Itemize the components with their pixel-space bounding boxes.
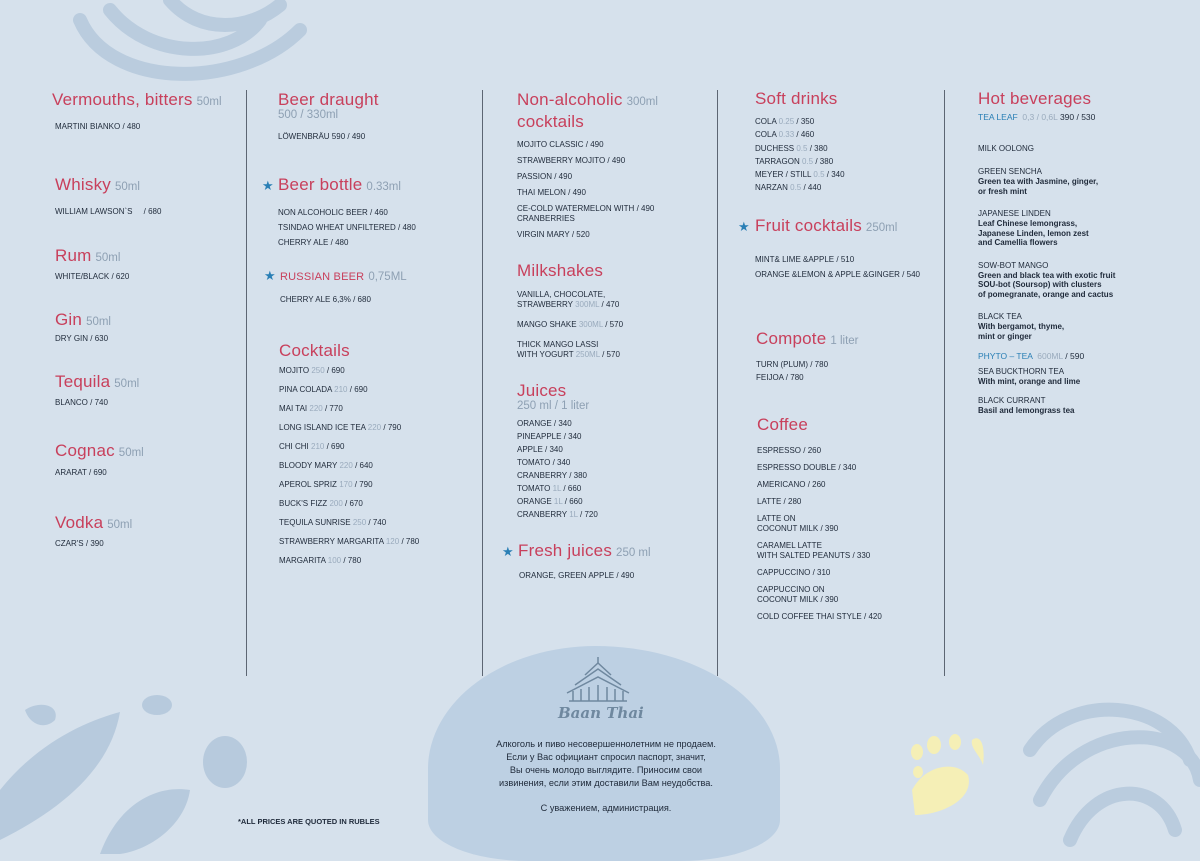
menu-item: DRY GIN / 630	[55, 334, 109, 343]
item-name: CRANBERRY	[517, 510, 567, 519]
item-volume: 300ML	[578, 320, 603, 329]
menu-item	[757, 463, 882, 473]
menu-item	[757, 541, 882, 561]
item-price: / 660	[563, 484, 582, 493]
section-title: Rum	[55, 246, 92, 265]
section-volume: 1 liter	[830, 335, 859, 347]
item-volume: 1L	[569, 510, 578, 519]
menu-item	[517, 432, 598, 442]
menu-item	[757, 514, 882, 534]
menu-item	[755, 183, 845, 193]
tea-name: GREEN SENCHA	[978, 167, 1043, 176]
section-rum	[55, 246, 129, 282]
item-name: CAPPUCCINO	[757, 568, 811, 577]
coffee-list	[757, 446, 882, 622]
tea-description: Leaf Chinese lemongrass,	[978, 219, 1078, 228]
item-name: TOMATO	[517, 484, 551, 493]
section-compote	[756, 329, 859, 383]
section-title: Cognac	[55, 441, 115, 460]
section-title: Coffee	[757, 415, 808, 434]
item-volume: 210	[311, 442, 325, 451]
menu-item	[755, 130, 845, 140]
item-name-line2: WITH YOGURT	[517, 350, 574, 359]
item-name: VIRGIN MARY	[517, 230, 570, 239]
item-name: TEQUILA SUNRISE	[279, 518, 351, 527]
notice-signature: С уважением, администрация.	[540, 803, 672, 813]
section-fresh-juices	[518, 541, 651, 581]
menu-item	[757, 446, 882, 456]
section-vodka	[55, 513, 132, 549]
section-tequila	[55, 372, 139, 408]
cocktail-list	[279, 366, 419, 566]
tea-name: SEA BUCKTHORN TEA	[978, 367, 1065, 376]
star-icon: ★	[262, 178, 274, 193]
menu-item: CHERRY ALE 6,3% / 680	[280, 295, 371, 304]
section-title: Soft drinks	[755, 89, 838, 108]
item-volume: 220	[339, 461, 353, 470]
tea-description: Green tea with Jasmine, ginger,	[978, 177, 1099, 186]
tea-description: With mint, orange and lime	[978, 377, 1081, 386]
menu-item: FEIJOA / 780	[756, 373, 804, 382]
item-name: LONG ISLAND ICE TEA	[279, 423, 366, 432]
item-price: / 780	[401, 537, 420, 546]
column-divider	[717, 90, 718, 676]
tea-description: Japanese Linden, lemon zest	[978, 228, 1089, 238]
item-volume: 250ML	[575, 350, 600, 359]
menu-item	[517, 445, 598, 455]
notice-text: Алкоголь и пиво несовершеннолетним не продаем. Если у Вас официант спросил паспорт, значит, Вы очень молодо выглядите. Приносим свои извинения, если этим доставили Вам неудобства. С уважением, администрация.	[466, 738, 746, 815]
menu-item	[517, 419, 598, 429]
section-title: Tequila	[55, 372, 111, 391]
menu-item	[517, 156, 658, 166]
menu-item: LÖWENBRÄU 590 / 490	[278, 132, 366, 141]
item-price: / 570	[602, 350, 620, 359]
item-volume: 120	[385, 537, 400, 546]
item-name: MARGARITA	[279, 556, 326, 565]
item-name: THICK MANGO LASSI	[517, 340, 599, 349]
item-name: DUCHESS	[755, 143, 795, 153]
milkshake-list	[517, 290, 623, 360]
section-title: Milkshakes	[517, 261, 604, 280]
tea-item	[978, 367, 1115, 387]
brand-logo-text: Baan Thai	[558, 704, 644, 722]
item-price: / 780	[343, 556, 362, 565]
section-title: Vodka	[55, 513, 104, 532]
menu-item	[279, 404, 419, 414]
menu-item: CZAR'S / 390	[55, 539, 104, 548]
item-price: / 640	[355, 461, 373, 470]
item-name-line2: WITH SALTED PEANUTS	[757, 551, 851, 560]
menu-item	[517, 458, 598, 468]
item-price: / 770	[324, 404, 343, 413]
section-coffee	[757, 415, 882, 622]
tea-name: BLACK TEA	[978, 312, 1022, 321]
menu-item	[517, 290, 623, 310]
item-price: / 310	[812, 568, 831, 577]
item-price: / 280	[783, 497, 802, 506]
section-volume: 50ml	[86, 316, 111, 328]
menu-item	[517, 140, 658, 150]
item-name: ORANGE	[517, 497, 552, 506]
item-price: / 340	[563, 432, 582, 441]
menu-item	[279, 556, 419, 566]
menu-item	[517, 320, 623, 330]
section-volume: 50ml	[107, 519, 133, 531]
item-name: MOJITO CLASSIC	[517, 140, 584, 149]
item-price: / 490	[568, 188, 586, 197]
column-divider	[944, 90, 945, 676]
item-price: / 790	[383, 423, 402, 432]
item-price: / 390	[820, 595, 839, 604]
menu-item: ORANGE, GREEN APPLE / 490	[519, 571, 635, 580]
tea-description: and Camellia flowers	[978, 238, 1058, 247]
item-volume: 0.33	[778, 130, 795, 140]
item-name: APPLE	[517, 445, 543, 454]
item-name: CAPPUCCINO ON	[757, 585, 825, 594]
section-whisky	[55, 175, 161, 217]
menu-item: TSINDAO WHEAT UNFILTERED / 480	[278, 223, 416, 232]
section-title-line2: cocktails	[517, 112, 584, 131]
menu-item	[279, 518, 419, 528]
item-name: COLD COFFEE THAI STYLE	[757, 612, 862, 621]
section-volume: 50ml	[114, 378, 140, 390]
section-volume: 50ml	[118, 447, 144, 459]
item-price: / 340	[552, 458, 571, 467]
item-name-line2: COCONUT MILK	[757, 524, 819, 533]
section-title: Fresh juices	[518, 541, 613, 560]
section-title: Beer bottle	[278, 175, 363, 194]
item-volume: 250	[311, 366, 325, 375]
item-name-line2: STRAWBERRY	[517, 300, 573, 309]
item-name: PASSION	[517, 172, 552, 181]
item-volume: 0.5	[801, 156, 814, 166]
column-divider	[482, 90, 483, 676]
menu-item	[755, 117, 845, 127]
section-russian-beer	[280, 268, 407, 305]
menu-item	[517, 497, 598, 507]
item-volume: 1L	[552, 484, 562, 493]
tea-item	[978, 144, 1115, 154]
item-price: / 350	[796, 117, 815, 126]
item-name: LATTE ON	[757, 514, 796, 523]
section-subtitle: 250 ml / 1 liter	[517, 400, 590, 412]
tea-item	[978, 167, 1115, 196]
menu-item	[757, 480, 882, 490]
tea-description: of pomegranate, orange and cactus	[978, 289, 1114, 299]
item-name: VANILLA, CHOCOLATE,	[517, 290, 606, 299]
item-name: STRAWBERRY MOJITO	[517, 156, 606, 165]
item-volume: 0.5	[796, 143, 808, 153]
section-milkshakes	[517, 261, 623, 360]
item-name: APEROL SPRIZ	[279, 480, 337, 489]
star-icon: ★	[502, 544, 514, 559]
item-price: / 380	[569, 471, 587, 480]
soft-drink-list	[755, 117, 845, 193]
item-price: / 660	[564, 497, 583, 506]
phyto-tea-list	[978, 367, 1115, 415]
item-name: THAI MELON	[517, 188, 566, 197]
item-price: / 720	[580, 510, 598, 519]
menu-item: MARTINI BIANKO / 480	[55, 122, 141, 131]
section-title: Non-alcoholic	[517, 90, 623, 109]
item-price: / 570	[605, 320, 624, 329]
menu-item: WHITE/BLACK / 620	[55, 272, 130, 281]
item-name: TOMATO	[517, 458, 551, 467]
menu-item: ORANGE &LEMON & APPLE &GINGER / 540	[755, 270, 920, 279]
item-price: / 260	[807, 480, 826, 489]
tea-description: Green and black tea with exotic fruit	[978, 270, 1116, 280]
tea-description: With bergamot, thyme,	[978, 322, 1065, 331]
column-divider	[246, 90, 247, 676]
item-price: / 490	[607, 156, 626, 165]
menu-item: WILLIAM LAWSON`S / 680	[55, 207, 162, 216]
tea-name: JAPANESE LINDEN	[978, 209, 1051, 218]
item-name: MEYER / STILL	[755, 170, 812, 180]
item-price: / 490	[554, 172, 573, 181]
item-price: / 690	[326, 366, 345, 375]
section-volume: 0.33ml	[366, 181, 401, 193]
tea-item	[978, 396, 1115, 416]
section-volume: 0,75ML	[368, 271, 407, 283]
item-price: / 330	[852, 551, 871, 560]
section-title: RUSSIAN BEER	[280, 271, 365, 283]
section-title: Gin	[55, 310, 83, 329]
menu-item	[757, 612, 882, 622]
item-name: AMERICANO	[757, 480, 806, 489]
section-volume: 50ml	[114, 181, 140, 193]
section-cognac	[55, 441, 144, 478]
item-price: / 470	[601, 300, 620, 309]
menu-item	[757, 568, 882, 578]
item-price: / 460	[796, 130, 815, 140]
item-price: / 260	[803, 446, 822, 455]
item-price: / 490	[636, 204, 655, 213]
menu-item	[279, 385, 419, 395]
item-name: PINA COLADA	[279, 385, 332, 394]
item-name: TARRAGON	[755, 156, 800, 166]
section-title: Cocktails	[279, 341, 350, 360]
section-volume: 250ml	[865, 222, 898, 234]
menu-item: TURN (PLUM) / 780	[756, 360, 829, 369]
menu-item	[755, 170, 845, 180]
item-volume: 250	[352, 518, 367, 527]
item-volume: 1L	[553, 497, 563, 506]
tea-name: BLACK CURRANT	[978, 395, 1046, 405]
item-name: MOJITO	[279, 366, 310, 375]
menu-item	[517, 172, 658, 182]
menu-item	[517, 230, 658, 240]
section-gin	[55, 310, 111, 344]
section-vermouths	[52, 90, 222, 132]
item-volume: 170	[339, 480, 353, 489]
menu-item	[279, 480, 419, 490]
item-name: CE-COLD WATERMELON WITH	[517, 204, 635, 213]
item-price: / 390	[820, 524, 839, 533]
item-name: MANGO SHAKE	[517, 320, 577, 329]
tea-list	[978, 144, 1115, 341]
item-name: ESPRESSO DOUBLE	[757, 463, 837, 472]
item-volume: 0.25	[778, 117, 795, 126]
menu-item	[517, 340, 623, 360]
menu-item	[517, 510, 598, 520]
menu-item	[755, 157, 845, 167]
star-icon: ★	[264, 268, 276, 283]
section-fruit-cocktails	[755, 216, 920, 280]
item-name: COLA	[755, 117, 777, 126]
tea-name: SOW-BOT MANGO	[978, 260, 1049, 270]
item-name: CARAMEL LATTE	[757, 541, 822, 550]
item-price: / 380	[809, 143, 828, 153]
section-beer-bottle	[278, 175, 416, 248]
item-price: / 490	[585, 140, 604, 149]
menu-item: ARARAT / 690	[55, 468, 107, 477]
menu-item	[279, 537, 419, 547]
section-subtitle: 500 / 330ml	[278, 109, 339, 121]
menu-item: CHERRY ALE / 480	[278, 238, 349, 247]
menu-item	[517, 204, 658, 224]
item-volume: 200	[329, 499, 343, 508]
tea-item	[978, 209, 1115, 248]
menu-item	[757, 585, 882, 605]
section-title: Fruit cocktails	[755, 216, 862, 235]
item-price: / 340	[838, 463, 857, 472]
tea-description: Basil and lemongrass tea	[978, 405, 1075, 415]
menu-item	[279, 423, 419, 433]
section-volume: 250 ml	[616, 547, 651, 559]
item-name: CHI CHI	[279, 442, 309, 451]
star-icon: ★	[738, 219, 750, 234]
menu-item: BLANCO / 740	[55, 398, 108, 407]
item-price: / 670	[345, 499, 363, 508]
tea-description: SOU-bot (Soursop) with clusters	[978, 280, 1102, 289]
section-title: Beer draught	[278, 90, 379, 109]
item-volume: 210	[334, 385, 348, 394]
menu-item: MINT& LIME &APPLE / 510	[755, 255, 855, 264]
section-beer-draught	[278, 90, 379, 142]
tea-description: or fresh mint	[978, 186, 1027, 196]
section-title: Vermouths, bitters	[52, 90, 193, 109]
item-name: STRAWBERRY MARGARITA	[279, 537, 384, 546]
menu-item	[279, 499, 419, 509]
item-volume: 220	[309, 404, 323, 413]
item-name: COLA	[755, 130, 777, 140]
nonalc-list	[517, 140, 658, 240]
tea-leaf-heading: TEA LEAF 0,3 / 0,6L 390 / 530	[978, 112, 1096, 122]
menu-item	[757, 497, 882, 507]
item-name-line2: COCONUT MILK	[757, 595, 819, 604]
item-price: / 380	[815, 156, 834, 166]
item-price: / 520	[571, 230, 590, 239]
item-volume: 300ML	[575, 300, 600, 309]
item-price: / 340	[553, 419, 572, 428]
section-title: Juices	[517, 381, 567, 400]
item-price: / 440	[803, 183, 822, 193]
item-name-line2: CRANBERRIES	[517, 214, 575, 223]
item-name: LATTE	[757, 497, 782, 506]
juice-list	[517, 419, 598, 520]
section-volume: 50ml	[95, 252, 121, 264]
item-name: BUCK'S FIZZ	[279, 499, 328, 508]
item-volume: 0.5	[790, 183, 802, 193]
item-name: BLOODY MARY	[279, 461, 338, 470]
menu-item	[755, 144, 845, 154]
menu-item	[279, 442, 419, 452]
menu-item	[279, 366, 419, 376]
section-title: Whisky	[55, 175, 111, 194]
item-name: MAI TAI	[279, 404, 308, 413]
item-price: / 340	[545, 445, 563, 454]
menu-item	[279, 461, 419, 471]
temple-logo-icon	[563, 655, 633, 703]
section-juices	[517, 381, 598, 520]
section-cocktails	[279, 341, 419, 566]
section-volume: 300ml	[626, 96, 658, 108]
section-volume: 50ml	[196, 96, 222, 108]
menu-item	[517, 471, 598, 481]
item-price: / 690	[326, 442, 345, 451]
item-volume: 220	[367, 423, 382, 432]
section-non-alcoholic	[517, 90, 658, 240]
item-price: / 740	[368, 518, 387, 527]
tea-item	[978, 261, 1115, 300]
item-price: / 790	[354, 480, 373, 489]
item-volume: 100	[327, 556, 342, 565]
menu-item	[517, 484, 598, 494]
tea-description: mint or ginger	[978, 331, 1032, 341]
item-name: CRANBERRY	[517, 471, 567, 480]
tea-name: MILK OOLONG	[978, 144, 1035, 153]
item-price: / 690	[349, 385, 368, 394]
section-hot-beverages	[978, 89, 1115, 415]
item-name: ESPRESSO	[757, 446, 802, 455]
menu-item	[517, 188, 658, 198]
item-name: ORANGE	[517, 419, 552, 428]
item-price: / 420	[864, 612, 882, 621]
item-price: / 340	[826, 170, 845, 180]
tea-item	[978, 312, 1115, 341]
footnote: *ALL PRICES ARE QUOTED IN RUBLES	[238, 817, 380, 826]
section-title: Hot beverages	[978, 89, 1092, 108]
item-name: PINEAPPLE	[517, 432, 562, 441]
item-volume: 0.5	[813, 170, 825, 180]
item-name: NARZAN	[755, 183, 788, 193]
menu-item: NON ALCOHOLIC BEER / 460	[278, 208, 388, 217]
phyto-tea-heading: PHYTO – TEA 600ML / 590	[978, 351, 1085, 361]
section-soft-drinks	[755, 89, 845, 193]
section-title: Compote	[756, 329, 827, 348]
